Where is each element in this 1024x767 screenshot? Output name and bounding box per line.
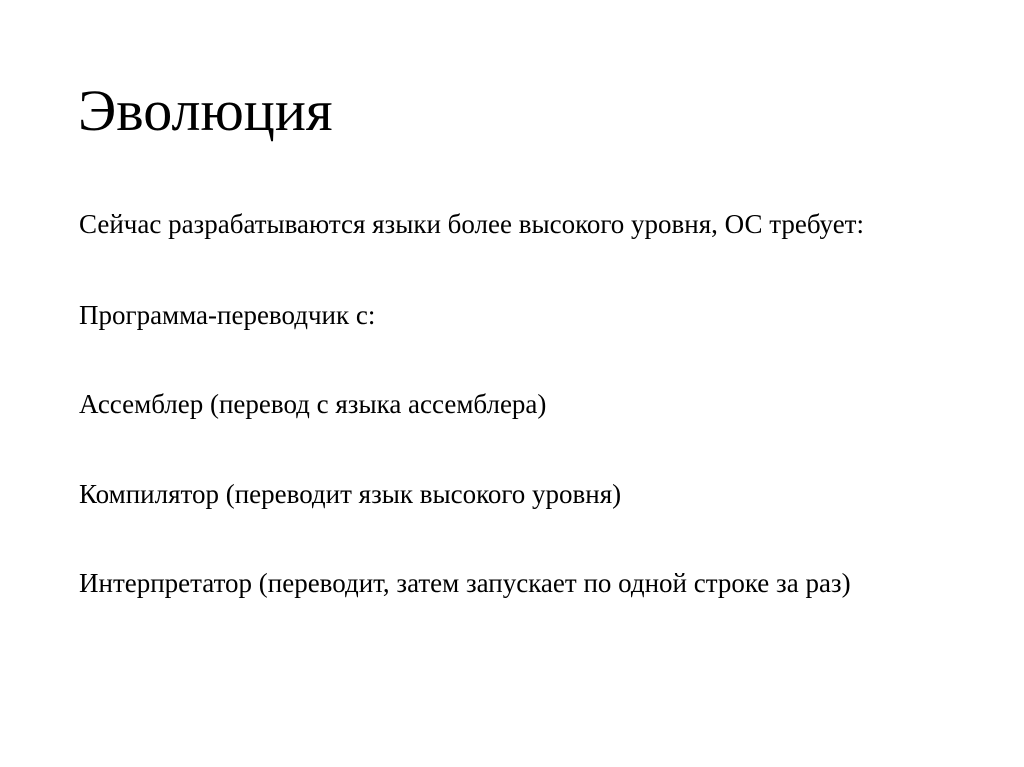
text-line-intro: Сейчас разрабатываются языки более высокого уровня, ОС требует: xyxy=(79,209,864,239)
text-line-compiler: Компилятор (переводит язык высокого уровня) xyxy=(79,479,622,509)
text-line-translator: Программа-переводчик с: xyxy=(79,300,376,330)
slide-title: Эволюция xyxy=(78,78,333,143)
text-line-assembler: Ассемблер (перевод с языка ассемблера) xyxy=(79,389,547,419)
text-line-interpreter: Интерпретатор (переводит, затем запускает по одной строке за раз) xyxy=(79,568,851,598)
